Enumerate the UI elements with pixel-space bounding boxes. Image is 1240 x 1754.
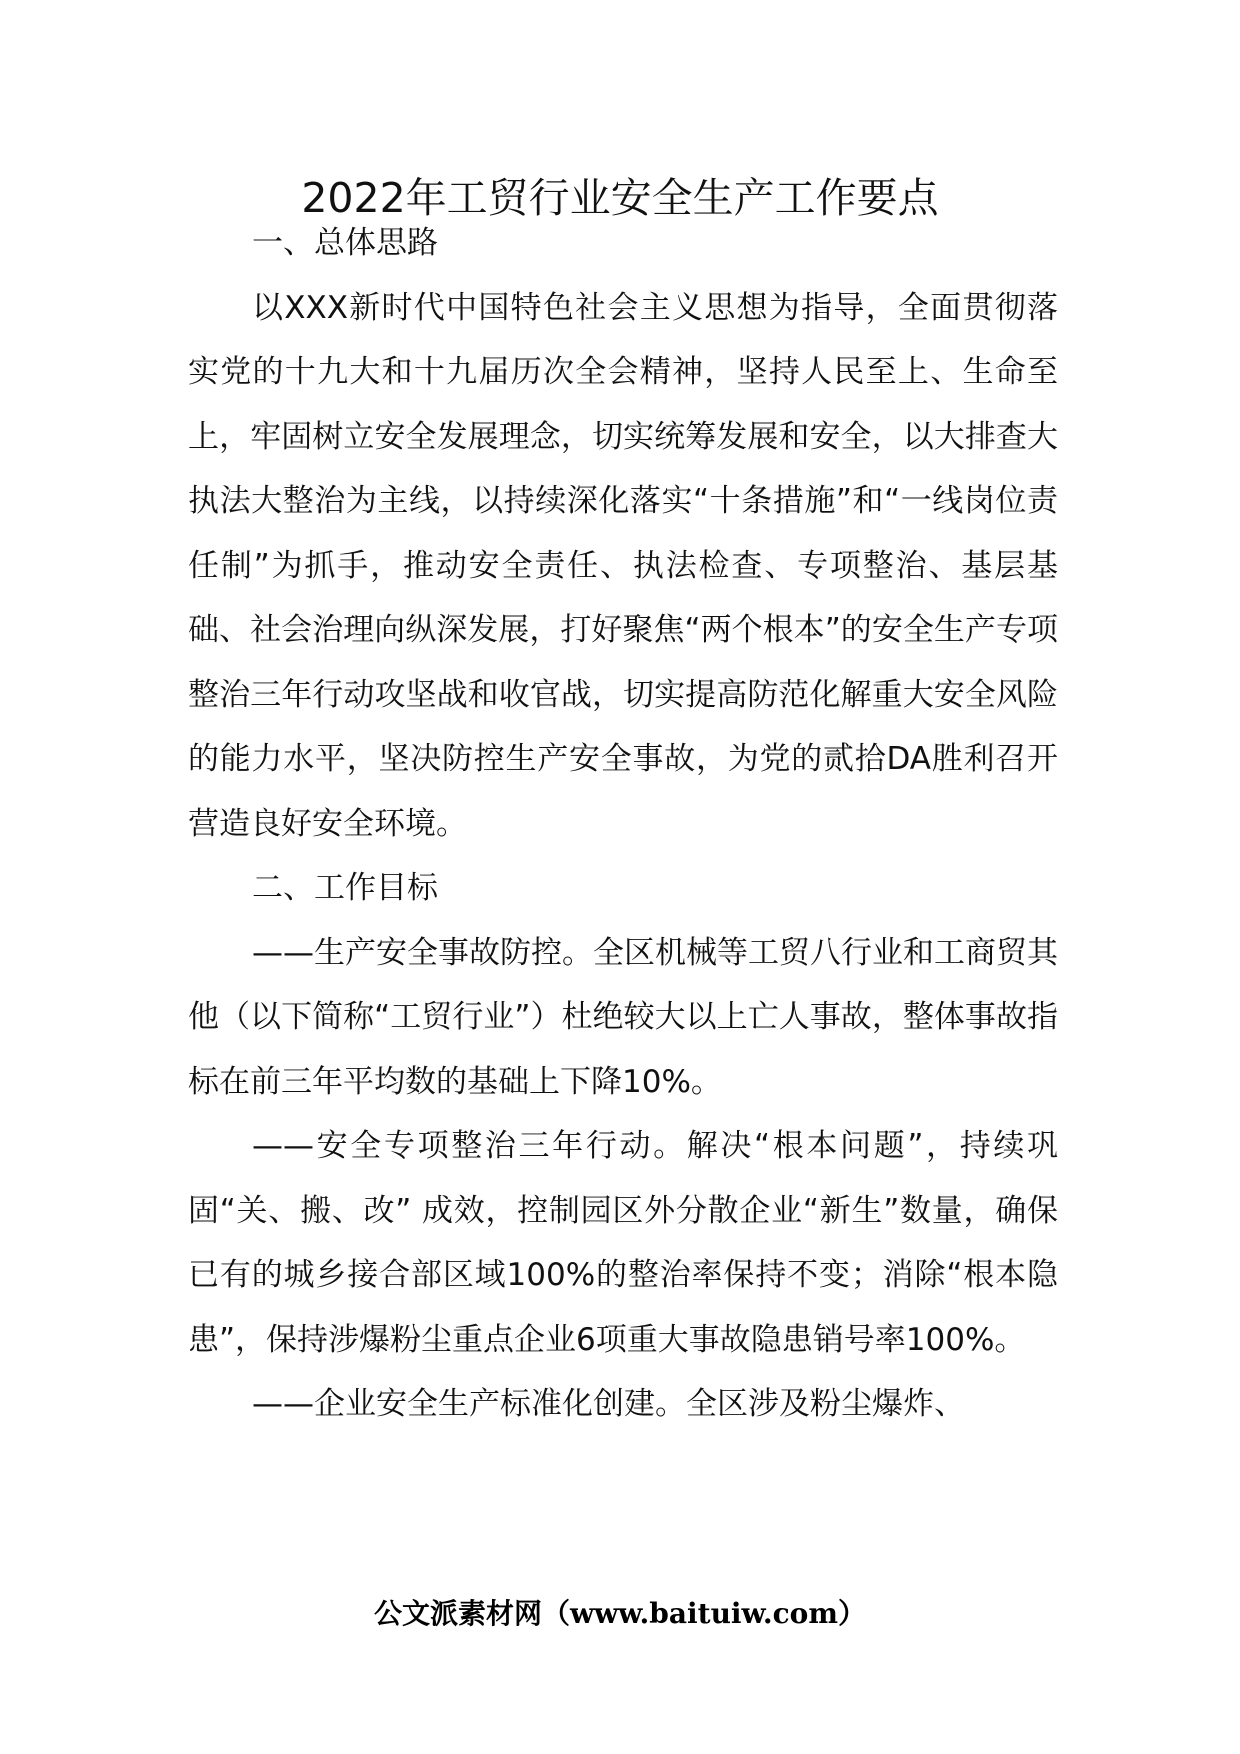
- footer-watermark: 公文派素材网（www.baituiw.com）: [374, 1597, 866, 1630]
- goal-item-standardization: ——企业安全生产标准化创建。全区涉及粉尘爆炸、: [252, 1386, 965, 1422]
- goal-item-three-year-action: ——安全专项整治三年行动。解决“根本问题”，持续巩固“关、搬、改” 成效，控制园区外分散企业“新生”数量，确保已有的城乡接合部区域100%的整治率保持不变；消除“根本隐患”，保持涉爆粉尘重点企业6项重大事故隐患销号率100%。: [188, 1128, 1058, 1358]
- section-heading-overall-approach: 一、总体思路: [252, 225, 438, 261]
- document-body: [188, 211, 1058, 1437]
- goal-item-accident-prevention: ——生产安全事故防控。全区机械等工贸八行业和工商贸其他（以下简称“工贸行业”）杜绝较大以上亡人事故，整体事故指标在前三年平均数的基础上下降10%。: [188, 934, 1058, 1100]
- section-paragraph-overall-approach: 以XXX新时代中国特色社会主义思想为指导，全面贯彻落实党的十九大和十九届历次全会精神，坚持人民至上、生命至上，牢固树立安全发展理念，切实统筹发展和安全，以大排查大执法大整治为主线，以持续深化落实“十条措施”和“一线岗位责任制”为抓手，推动安全责任、执法检查、专项整治、基层基础、社会治理向纵深发展，打好聚焦“两个根本”的安全生产专项整治三年行动攻坚战和收官战，切实提高防范化解重大安全风险的能力水平，坚决防控生产安全事故，为党的贰拾DA胜利召开营造良好安全环境。: [188, 289, 1058, 842]
- section-heading-work-goals: 二、工作目标: [252, 870, 438, 906]
- document-title: 2022年工贸行业安全生产工作要点: [301, 174, 939, 222]
